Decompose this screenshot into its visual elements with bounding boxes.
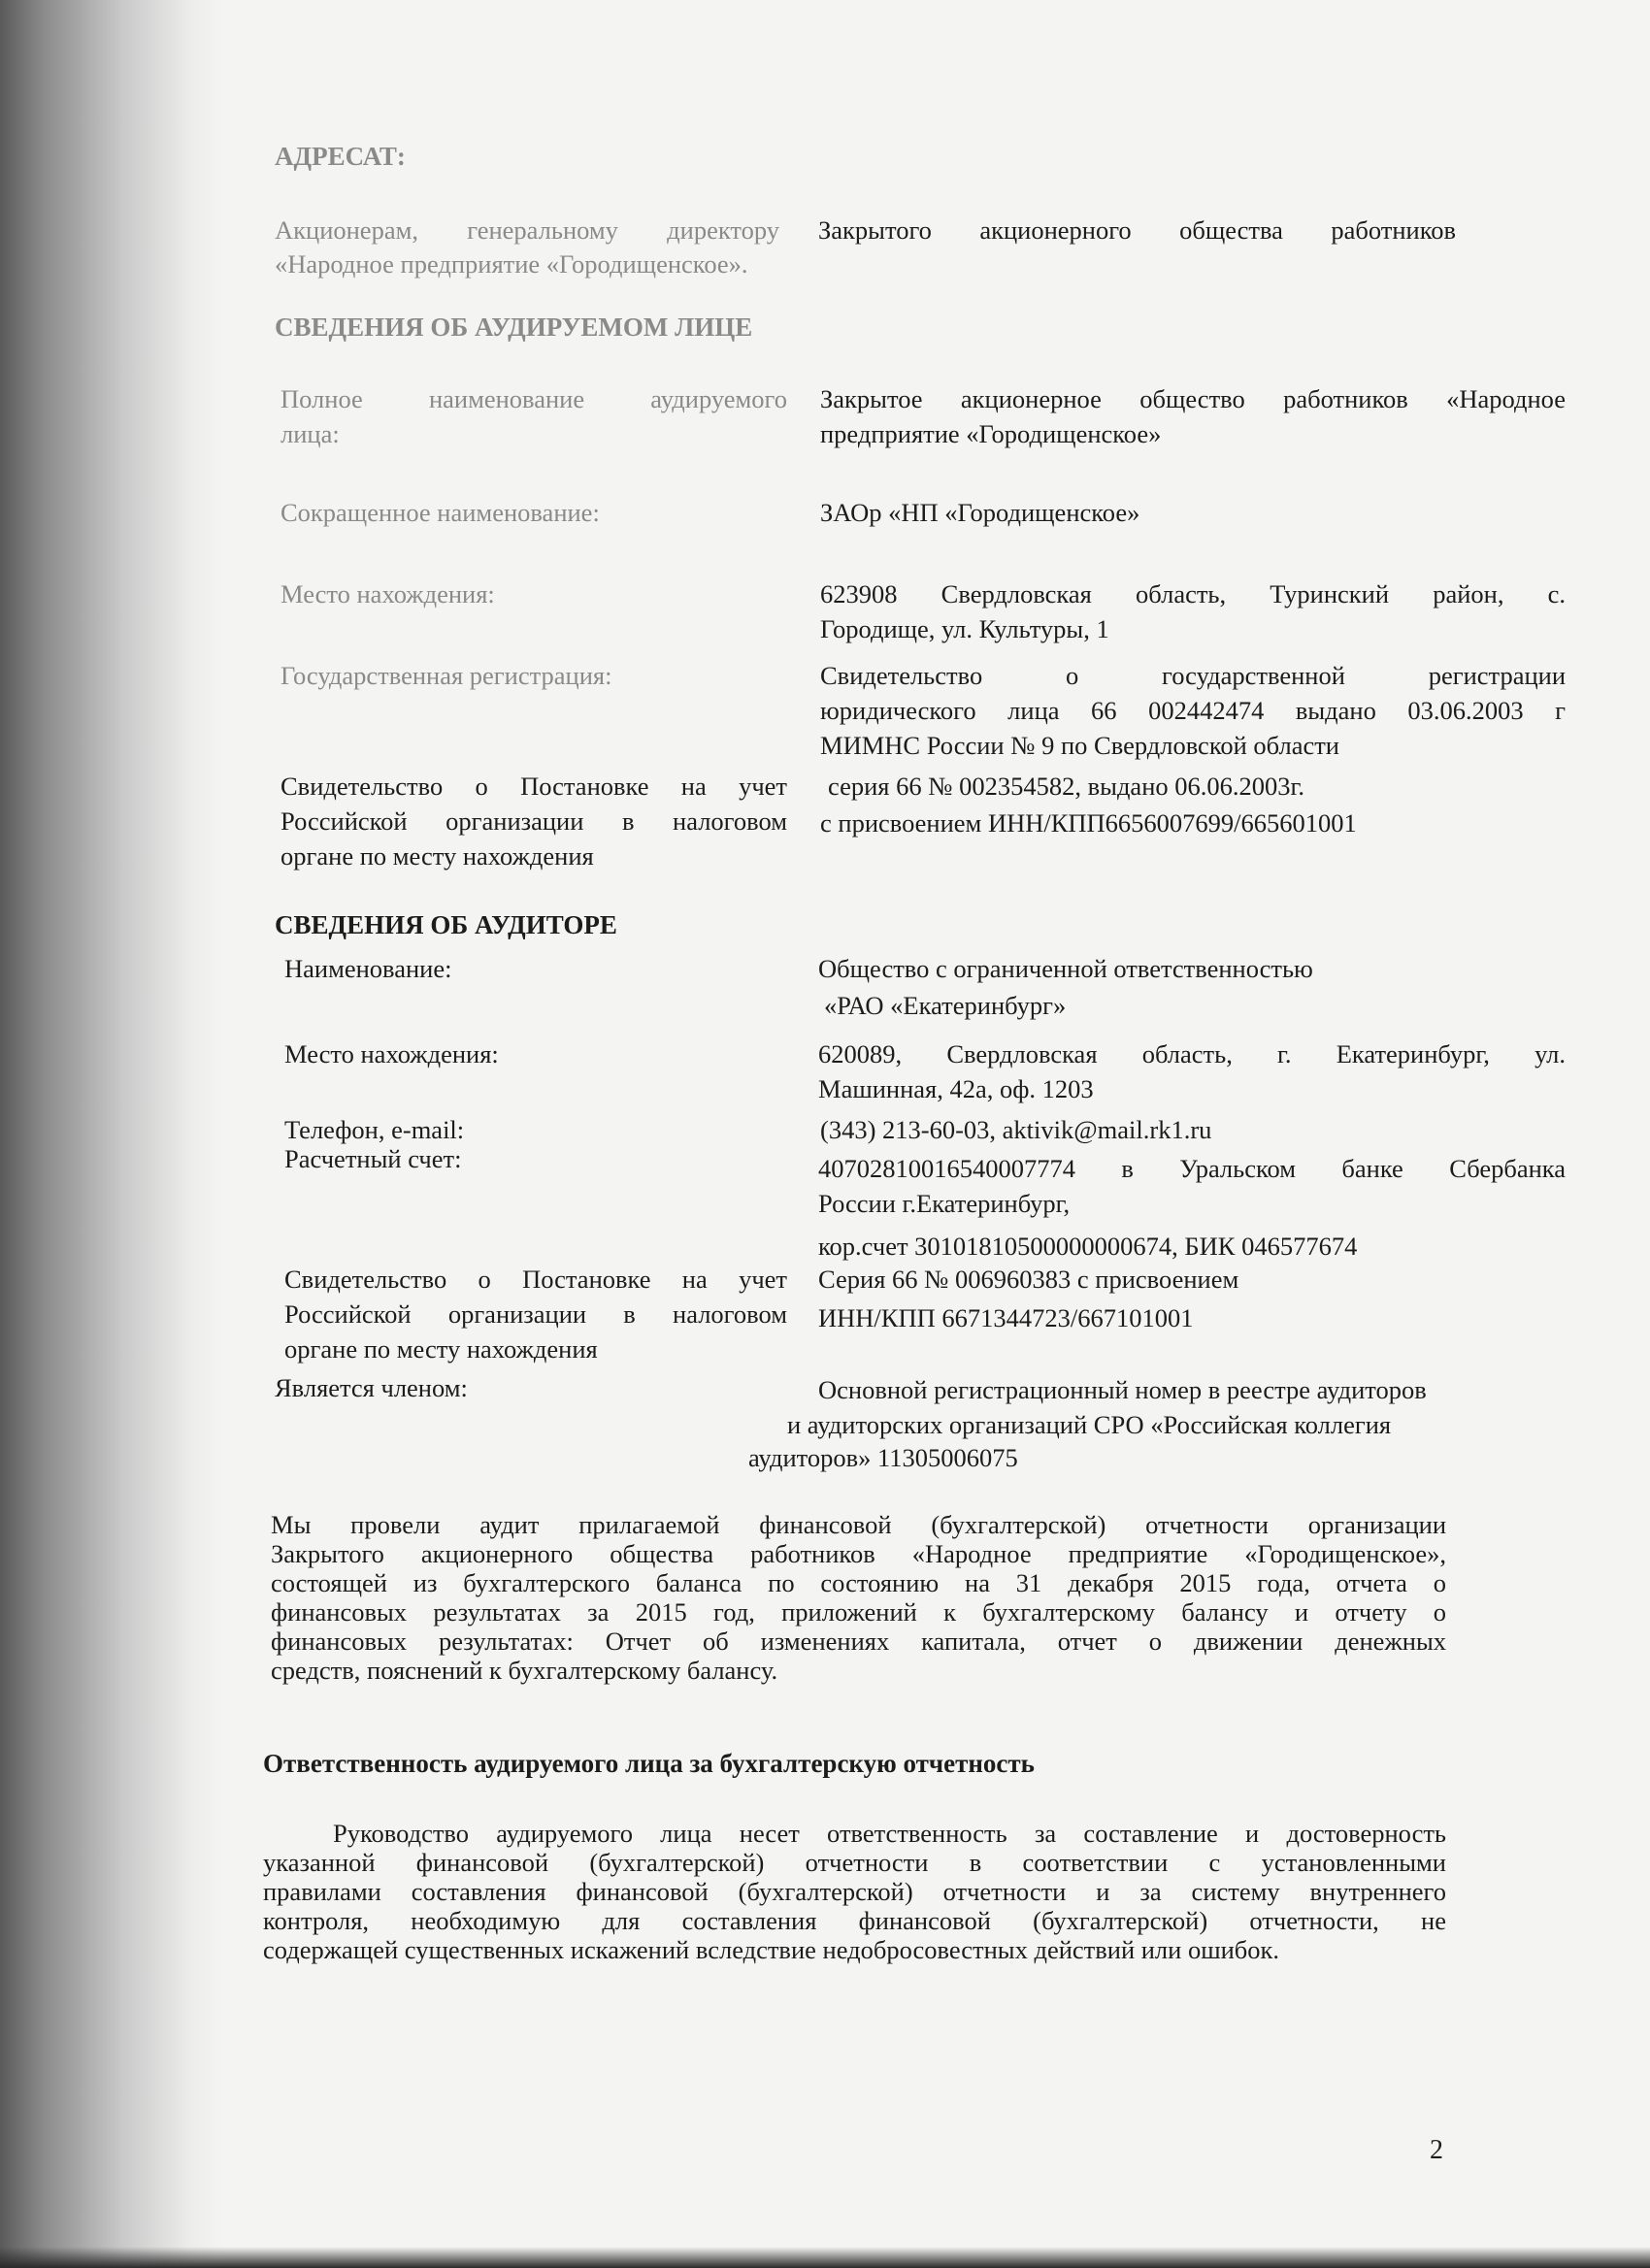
auditor-row-contacts-label: Телефон, e-mail: [284, 1115, 465, 1144]
responsibility-line: контроля, необходимую для составления финансовой (бухгалтерской) отчетности, не [263, 1906, 1446, 1935]
client-row-tax-value [820, 769, 1357, 840]
auditor-row-account-value-line: России г.Екатеринбург, [818, 1189, 1071, 1218]
auditor-section-heading: СВЕДЕНИЯ ОБ АУДИТОРЕ [275, 910, 617, 939]
audit-scope-line: финансовых результатах: Отчет об изменениях капитала, отчет о движении денежных [271, 1627, 1446, 1656]
client-row-registration-value-line: МИМНС России № 9 по Свердловской области [820, 731, 1339, 760]
client-row-location-label: Место нахождения: [280, 579, 495, 608]
addressee-line1-right: Закрытого акционерного общества работников [818, 215, 1456, 245]
responsibility-paragraph [263, 1819, 1446, 1964]
responsibility-line: правилами составления финансовой (бухгалтерской) отчетности и за систему внутреннего [263, 1877, 1446, 1906]
page-number: 2 [1430, 2135, 1443, 2165]
auditor-row-name-value [818, 951, 1313, 1023]
auditor-row-name-value-line: «РАО «Екатеринбург» [824, 991, 1067, 1020]
auditor-row-tax-value [818, 1262, 1238, 1335]
auditor-row-membership-line3: аудиторов» 11305006075 [748, 1443, 1018, 1472]
audit-scope-paragraph [271, 1510, 1446, 1685]
responsibility-line: указанной финансовой (бухгалтерской) отчетности в соответствии с установленными [263, 1848, 1446, 1877]
auditor-row-tax-label-line: органе по месту нахождения [284, 1334, 598, 1364]
client-row-registration-value-line: юридического лица 66 002442474 выдано 03.06.2003 г [820, 696, 1566, 725]
auditor-row-account-value-line: кор.счет 30101810500000000674, БИК 046577674 [818, 1232, 1358, 1261]
addressee-line1-left: Акционерам, генеральному директору [275, 215, 779, 245]
client-row-tax-label-line: органе по месту нахождения [280, 841, 594, 871]
client-row-location-value [820, 576, 1566, 646]
auditor-row-location-label: Место нахождения: [284, 1039, 499, 1068]
auditor-row-name-value-line: Общество с ограниченной ответственностью [818, 954, 1313, 983]
responsibility-line: Руководство аудируемого лица несет ответственность за составление и достоверность [333, 1819, 1446, 1848]
auditor-row-tax-value-line: ИНН/КПП 6671344723/667101001 [818, 1303, 1194, 1332]
client-row-tax-value-line: серия 66 № 002354582, выдано 06.06.2003г. [828, 772, 1305, 801]
audit-scope-line: финансовых результатах за 2015 год, приложений к бухгалтерскому балансу и отчету о [271, 1597, 1446, 1627]
auditor-row-location-value-line: 620089, Свердловская область, г. Екатеринбург, ул. [818, 1039, 1566, 1068]
audit-scope-line: состоящей из бухгалтерского баланса по состоянию на 31 декабря 2015 года, отчета о [271, 1568, 1446, 1597]
auditor-row-membership-line2: и аудиторских организаций СРО «Российская коллегия [787, 1410, 1392, 1439]
auditor-row-location-value [818, 1036, 1566, 1106]
client-row-shortname-label: Сокращенное наименование: [280, 498, 600, 527]
responsibility-heading: Ответственность аудируемого лица за бухгалтерскую отчетность [263, 1749, 1035, 1778]
client-row-tax-label-line: Российской организации в налоговом [280, 806, 787, 836]
client-row-tax-label [280, 769, 787, 873]
responsibility-line: содержащей существенных искажений вследствие недобросовестных действий или ошибок. [263, 1935, 1280, 1964]
client-row-shortname-value: ЗАОр «НП «Городищенское» [820, 498, 1140, 527]
client-row-registration-value [820, 658, 1566, 763]
audit-scope-line: Мы провели аудит прилагаемой финансовой (бухгалтерской) отчетности организации [271, 1510, 1446, 1539]
scan-bottom-edge [0, 2247, 1650, 2268]
auditor-row-account-value [818, 1151, 1566, 1264]
audit-scope-line: Закрытого акционерного общества работников «Народное предприятие «Городищенское», [271, 1539, 1446, 1568]
client-row-tax-value-line: с присвоением ИНН/КПП6656007699/665601001 [820, 808, 1357, 838]
auditor-row-tax-label-line: Российской организации в налоговом [284, 1299, 787, 1329]
addressee-line2: «Народное предприятие «Городищенское». [275, 249, 748, 279]
client-row-location-value-line: 623908 Свердловская область, Туринский район, с. [820, 579, 1566, 608]
client-row-registration-value-line: Свидетельство о государственной регистрации [820, 661, 1566, 690]
client-row-location-value-line: Городище, ул. Культуры, 1 [820, 614, 1109, 643]
auditor-row-membership-line1: Основной регистрационный номер в реестре аудиторов [818, 1375, 1427, 1404]
client-row-fullname-value-line: предприятие «Городищенское» [820, 419, 1162, 448]
client-row-fullname-label-line: лица: [280, 419, 340, 448]
addressee-heading: АДРЕСАТ: [275, 142, 406, 171]
client-section-heading: СВЕДЕНИЯ ОБ АУДИРУЕМОМ ЛИЦЕ [275, 312, 753, 342]
client-row-tax-label-line: Свидетельство о Постановке на учет [280, 772, 787, 801]
auditor-row-account-label: Расчетный счет: [284, 1144, 462, 1173]
auditor-row-membership-label: Является членом: [275, 1373, 468, 1402]
client-row-fullname-value-line: Закрытое акционерное общество работников «Народное [820, 384, 1566, 413]
client-row-fullname-value [820, 381, 1566, 451]
auditor-row-account-value-line: 40702810016540007774 в Уральском банке Сбербанка [818, 1154, 1566, 1183]
auditor-row-contacts-value: (343) 213-60-03, aktivik@mail.rk1.ru [820, 1115, 1212, 1144]
auditor-row-name-label: Наименование: [284, 954, 452, 983]
auditor-row-location-value-line: Машинная, 42а, оф. 1203 [818, 1074, 1094, 1103]
client-row-registration-label: Государственная регистрация: [280, 661, 612, 690]
client-row-fullname-label-line: Полное наименование аудируемого [280, 384, 787, 413]
audit-scope-line: средств, пояснений к бухгалтерскому балансу. [271, 1656, 778, 1685]
client-row-fullname-label [280, 381, 787, 451]
auditor-row-tax-label [284, 1262, 787, 1366]
auditor-row-tax-value-line: Серия 66 № 006960383 с присвоением [818, 1265, 1239, 1294]
auditor-row-tax-label-line: Свидетельство о Постановке на учет [284, 1265, 787, 1294]
